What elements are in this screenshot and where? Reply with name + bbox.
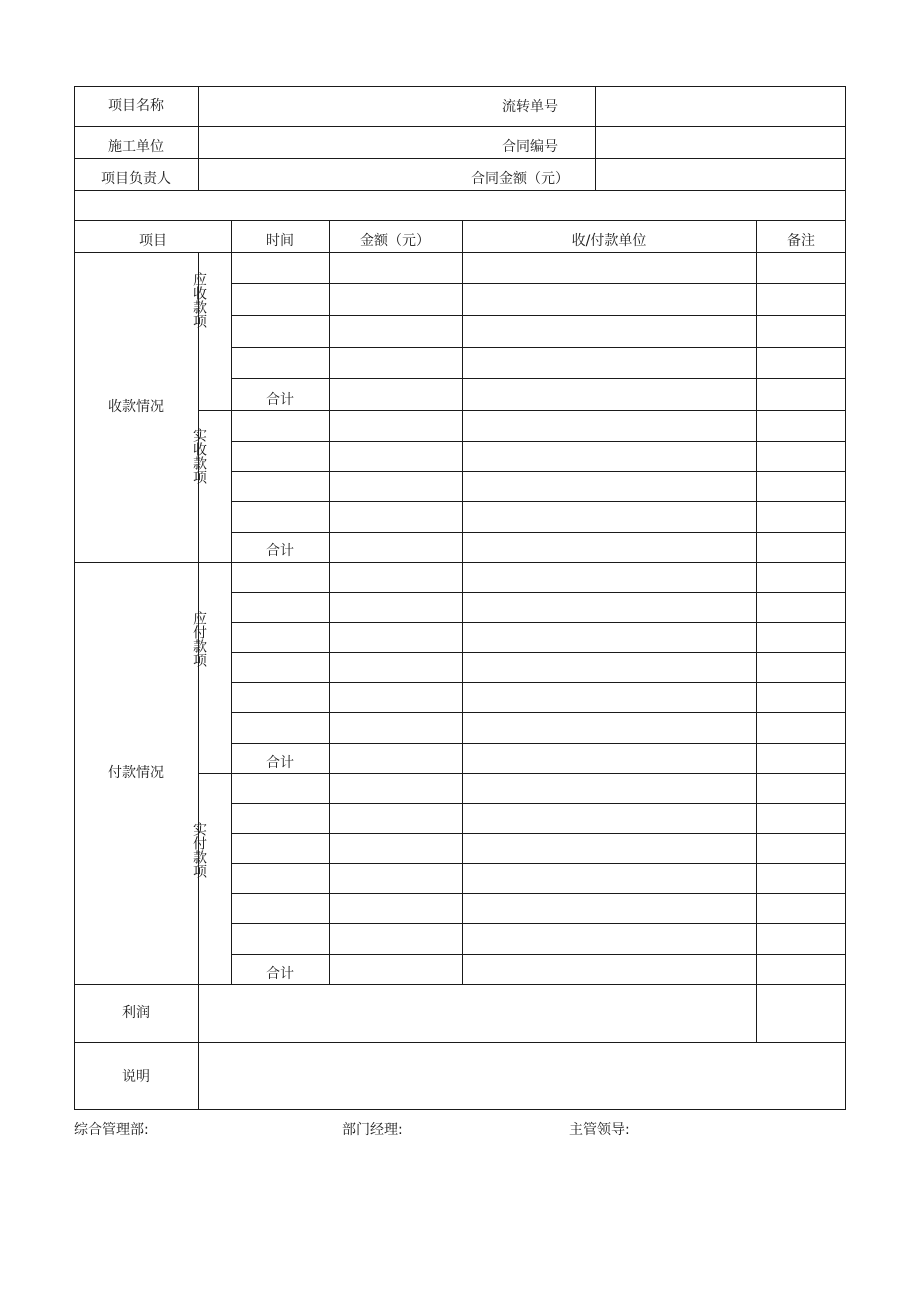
flow-no-label: 流转单号 xyxy=(502,99,558,115)
received-label: 实收款项 xyxy=(191,428,207,484)
contract-no-label: 合同编号 xyxy=(502,139,558,155)
supervisor-signature-label: 主管领导: xyxy=(569,1122,630,1138)
contract-amount-label: 合同金额（元） xyxy=(471,171,569,187)
col-remark-header: 备注 xyxy=(787,233,815,249)
settlement-form-table xyxy=(74,86,846,1110)
col-party-header: 收/付款单位 xyxy=(571,233,647,249)
dept-manager-signature-label: 部门经理: xyxy=(342,1122,403,1138)
receipt-section-label: 收款情况 xyxy=(108,399,164,415)
profit-label: 利润 xyxy=(122,1005,150,1021)
receivable-label: 应收款项 xyxy=(191,272,207,328)
received-subtotal-label: 合计 xyxy=(266,543,294,559)
col-amount-header: 金额（元） xyxy=(360,233,430,249)
payable-subtotal-label: 合计 xyxy=(266,755,294,771)
paid-subtotal-label: 合计 xyxy=(266,966,294,982)
admin-dept-signature-label: 综合管理部: xyxy=(74,1122,149,1138)
receivable-subtotal-label: 合计 xyxy=(266,392,294,408)
construction-unit-label: 施工单位 xyxy=(108,139,164,155)
project-manager-label: 项目负责人 xyxy=(101,171,171,187)
notes-label: 说明 xyxy=(122,1069,150,1085)
table-grid xyxy=(74,86,846,1110)
paid-label: 实付款项 xyxy=(191,822,207,878)
payment-section-label: 付款情况 xyxy=(108,765,164,781)
project-name-label: 项目名称 xyxy=(108,98,164,114)
col-item-header: 项目 xyxy=(139,233,167,249)
payable-label: 应付款项 xyxy=(191,611,207,667)
col-time-header: 时间 xyxy=(266,233,294,249)
table-border xyxy=(75,87,846,1110)
